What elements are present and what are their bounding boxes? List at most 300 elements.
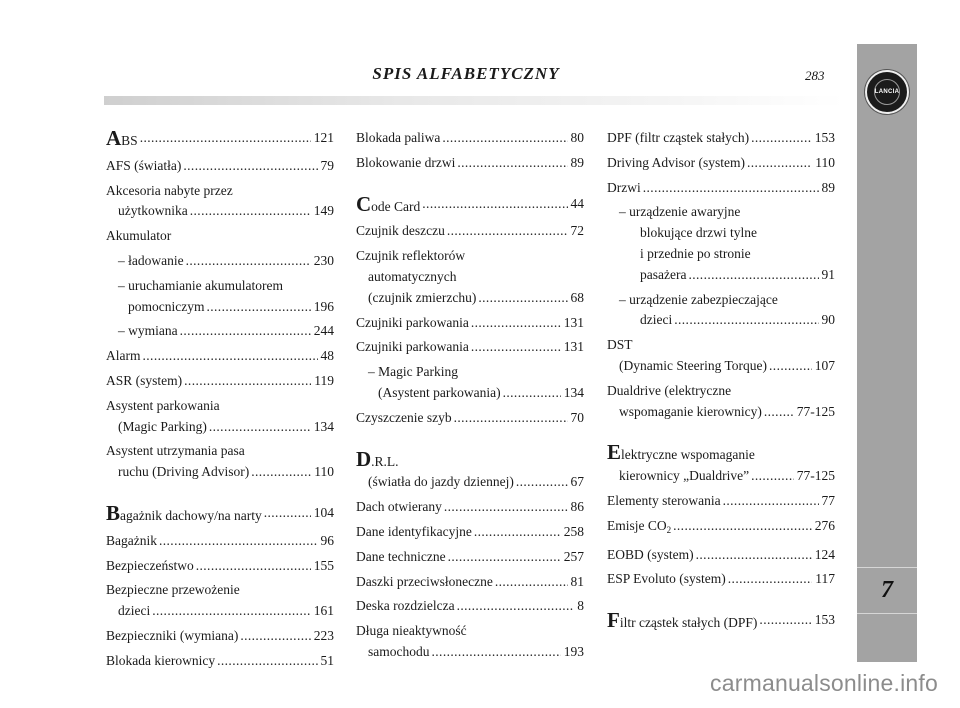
entry-text xyxy=(356,128,440,149)
entry-label: lektryczne wspomaganie xyxy=(621,447,755,463)
dot-leader xyxy=(447,221,568,242)
index-entry-line xyxy=(607,178,835,199)
entry-label: Asystent parkowania xyxy=(106,397,220,413)
index-entry-line xyxy=(106,531,334,552)
dot-leader xyxy=(751,128,812,149)
entry-page-number: 67 xyxy=(570,474,584,490)
dot-leader xyxy=(478,288,567,309)
dot-leader xyxy=(209,417,311,438)
entry-text xyxy=(356,446,399,473)
entry-page-number: 90 xyxy=(821,312,835,328)
entry-label: Alarm xyxy=(106,348,141,364)
entry-label: Akcesoria nabyte przez xyxy=(106,182,233,198)
entry-text xyxy=(118,462,249,483)
index-entry-line xyxy=(356,246,584,267)
index-entry-line xyxy=(356,313,584,334)
entry-label: Bezpieczniki (wymiana) xyxy=(106,627,239,643)
index-entry xyxy=(356,572,584,593)
dot-leader xyxy=(696,545,812,566)
entry-label: – wymiana xyxy=(118,323,178,339)
index-entry-line xyxy=(106,626,334,647)
index-entry-line xyxy=(356,153,584,174)
index-entry-line xyxy=(356,383,584,404)
index-entry-line xyxy=(607,290,835,311)
dot-leader xyxy=(454,408,568,429)
entry-label: wspomaganie kierownicy) xyxy=(619,403,762,419)
dot-leader xyxy=(728,569,812,590)
entry-text xyxy=(356,246,465,267)
entry-label: AFS (światła) xyxy=(106,157,182,173)
entry-page-number: 68 xyxy=(570,289,584,305)
entry-label: – ładowanie xyxy=(118,252,184,268)
entry-page-number: 117 xyxy=(815,571,835,587)
index-entry-line xyxy=(106,417,334,438)
entry-label: automatycznych xyxy=(368,268,457,284)
entry-label: (Magic Parking) xyxy=(118,418,207,434)
dot-leader xyxy=(240,626,310,647)
dot-leader xyxy=(471,313,561,334)
index-entry xyxy=(607,610,835,634)
index-entry-line xyxy=(607,223,835,244)
entry-label: Dane techniczne xyxy=(356,548,446,564)
index-entry-line xyxy=(356,267,584,288)
index-entry-line xyxy=(607,335,835,356)
lancia-logo-icon xyxy=(865,70,909,114)
entry-page-number: 72 xyxy=(570,223,584,239)
index-entry xyxy=(106,276,334,318)
entry-label: Dualdrive (elektryczne xyxy=(607,382,732,398)
watermark: carmanualsonline.info xyxy=(710,670,938,696)
index-entry-line xyxy=(106,462,334,483)
page-header-title: SPIS ALFABETYCZNY xyxy=(372,64,560,83)
dot-leader xyxy=(432,642,561,663)
index-entry-line xyxy=(106,601,334,622)
entry-label: dzieci xyxy=(640,312,673,328)
header-rule xyxy=(104,96,844,105)
entry-label: (Dynamic Steering Torque) xyxy=(619,357,768,373)
entry-text xyxy=(640,223,757,244)
dot-leader xyxy=(769,356,812,377)
dot-leader xyxy=(759,610,811,634)
entry-text xyxy=(607,545,694,566)
entry-label: Blokowanie drzwi xyxy=(356,154,456,170)
entry-label: Asystent utrzymania pasa xyxy=(106,443,245,459)
dot-leader xyxy=(183,156,317,177)
entry-text xyxy=(106,556,194,577)
entry-text xyxy=(368,642,430,663)
entry-label: – urządzenie zabezpieczające xyxy=(619,291,778,307)
entry-label: Bagażnik xyxy=(106,532,157,548)
index-entry xyxy=(607,290,835,332)
index-entry-line xyxy=(106,556,334,577)
section-initial: A xyxy=(106,126,122,150)
dot-leader xyxy=(180,321,311,342)
entry-label: ruchu (Driving Advisor) xyxy=(118,464,250,480)
entry-label: Czujnik reflektorów xyxy=(356,248,466,264)
entry-page-number: 70 xyxy=(570,409,584,425)
entry-text xyxy=(356,596,455,617)
entry-label: BS xyxy=(121,133,138,148)
index-entry-line xyxy=(356,497,584,518)
index-entry xyxy=(106,321,334,342)
index-entry xyxy=(356,547,584,568)
entry-label: dzieci xyxy=(118,603,151,619)
index-entry-line xyxy=(356,621,584,642)
entry-text xyxy=(368,362,458,383)
index-entry-line xyxy=(356,337,584,358)
index-entry xyxy=(106,441,334,483)
entry-page-number: 153 xyxy=(814,130,835,145)
entry-text xyxy=(356,497,442,518)
entry-text xyxy=(356,547,446,568)
entry-label: Deska rozdzielcza xyxy=(356,598,455,614)
entry-text xyxy=(607,610,757,634)
entry-text xyxy=(619,466,749,487)
entry-text xyxy=(356,522,472,543)
entry-page-number: 48 xyxy=(320,348,334,364)
chapter-sidebar xyxy=(857,44,917,662)
dot-leader xyxy=(723,491,819,512)
index-entry-line xyxy=(607,545,835,566)
entry-page-number: 81 xyxy=(570,573,584,589)
entry-label: kierownicy „Dualdrive” xyxy=(619,468,750,484)
entry-text xyxy=(607,491,721,512)
entry-text xyxy=(356,191,421,218)
index-entry-line xyxy=(106,297,334,318)
entry-page-number: 131 xyxy=(563,339,584,355)
entry-page-number: 149 xyxy=(313,203,334,219)
index-entry xyxy=(356,191,584,218)
index-entry-line xyxy=(106,396,334,417)
index-entry xyxy=(607,491,835,512)
dot-leader xyxy=(217,651,317,672)
entry-page-number: 77-125 xyxy=(796,468,835,484)
index-entry xyxy=(106,556,334,577)
entry-page-number: 258 xyxy=(563,523,584,539)
entry-text xyxy=(106,156,181,177)
entry-text xyxy=(106,371,182,392)
section-initial: B xyxy=(106,500,121,525)
entry-label: Czyszczenie szyb xyxy=(356,409,452,425)
logo-text: LANCIA xyxy=(874,88,900,95)
index-entry xyxy=(356,408,584,429)
index-entry-line xyxy=(356,446,584,473)
entry-page-number: 131 xyxy=(563,314,584,330)
entry-label: .R.L. xyxy=(371,453,399,469)
index-entry xyxy=(607,128,835,149)
entry-page-number: 89 xyxy=(570,154,584,170)
index-entry-line xyxy=(607,381,835,402)
index-entry xyxy=(607,516,835,541)
section-initial: E xyxy=(607,440,622,465)
dot-leader xyxy=(688,265,818,286)
index-entry xyxy=(607,442,835,487)
index-entry-line xyxy=(607,265,835,286)
entry-text xyxy=(118,417,207,438)
index-entry xyxy=(106,626,334,647)
entry-page-number: 276 xyxy=(814,517,835,533)
entry-text xyxy=(356,337,469,358)
entry-page-number: 86 xyxy=(570,499,584,515)
index-entry-line xyxy=(356,362,584,383)
dot-leader xyxy=(190,201,311,222)
entry-label: i przednie po stronie xyxy=(640,245,751,261)
entry-label: – urządzenie awaryjne xyxy=(619,204,741,220)
entry-page-number: 153 xyxy=(814,612,835,628)
entry-page-number: 77 xyxy=(821,492,835,508)
index-entry-line xyxy=(106,580,334,601)
index-entry-line xyxy=(106,371,334,392)
dot-leader xyxy=(674,310,818,331)
index-entry-line xyxy=(356,547,584,568)
entry-label: ode Card xyxy=(371,198,421,214)
index-entry-line xyxy=(607,610,835,634)
index-entry xyxy=(607,178,835,199)
entry-text xyxy=(118,276,283,297)
entry-page-number: 134 xyxy=(313,418,334,434)
index-entry-line xyxy=(607,356,835,377)
entry-text xyxy=(106,651,215,672)
entry-label: Długa nieaktywność xyxy=(356,623,467,639)
index-entry-line xyxy=(607,202,835,223)
entry-label: DST xyxy=(607,337,633,353)
dot-leader xyxy=(516,472,568,493)
entry-page-number: 134 xyxy=(563,384,584,400)
dot-leader xyxy=(503,383,561,404)
index-entry-line xyxy=(607,310,835,331)
section-initial: C xyxy=(356,191,372,216)
entry-label: blokujące drzwi tylne xyxy=(640,225,757,241)
index-entry-line xyxy=(607,491,835,512)
index-entry xyxy=(607,202,835,285)
index-column-3 xyxy=(607,128,835,638)
index-entry xyxy=(106,128,334,152)
index-entry xyxy=(356,621,584,663)
entry-text xyxy=(118,251,184,272)
entry-text xyxy=(619,356,767,377)
dot-leader xyxy=(184,371,311,392)
entry-label: Czujniki parkowania xyxy=(356,339,469,355)
entry-text xyxy=(356,621,467,642)
dot-leader xyxy=(457,153,567,174)
entry-label: użytkownika xyxy=(118,203,188,219)
index-entry xyxy=(607,153,835,174)
entry-text xyxy=(607,178,641,199)
index-entry xyxy=(607,381,835,423)
entry-text xyxy=(640,310,672,331)
entry-text xyxy=(356,408,452,429)
index-entry xyxy=(106,580,334,622)
entry-text xyxy=(607,335,633,356)
dot-leader xyxy=(764,402,794,423)
index-entry xyxy=(106,651,334,672)
entry-text xyxy=(607,128,749,149)
entry-label: Daszki przeciwsłoneczne xyxy=(356,573,493,589)
index-entry-line xyxy=(106,156,334,177)
entry-text xyxy=(378,383,501,404)
index-entry xyxy=(106,371,334,392)
entry-label: (czujnik zmierzchu) xyxy=(368,289,477,305)
index-entry-line xyxy=(607,402,835,423)
entry-text xyxy=(106,226,171,247)
index-entry xyxy=(356,596,584,617)
entry-text xyxy=(128,297,204,318)
index-entry-line xyxy=(607,442,835,466)
index-entry-line xyxy=(106,276,334,297)
dot-leader xyxy=(196,556,311,577)
dot-leader xyxy=(474,522,561,543)
index-entry-line xyxy=(356,221,584,242)
index-entry-line xyxy=(356,128,584,149)
entry-text xyxy=(106,626,238,647)
entry-page-number: 91 xyxy=(821,266,835,282)
entry-label: Blokada paliwa xyxy=(356,130,441,145)
entry-page-number: 96 xyxy=(320,532,334,548)
entry-label: DPF (filtr cząstek stałych) xyxy=(607,130,750,145)
index-entry-line xyxy=(356,288,584,309)
section-initial: D xyxy=(356,446,372,471)
index-entry-line xyxy=(356,522,584,543)
entry-label: Bezpieczne przewożenie xyxy=(106,582,240,598)
entry-page-number: 89 xyxy=(821,179,835,195)
index-entry-line xyxy=(106,201,334,222)
entry-text xyxy=(607,442,755,466)
subscript: 2 xyxy=(666,524,672,535)
entry-label: – Magic Parking xyxy=(368,364,458,380)
entry-page-number: 196 xyxy=(313,298,334,314)
index-entry xyxy=(106,251,334,272)
index-entry xyxy=(106,181,334,223)
entry-page-number: 51 xyxy=(320,652,334,668)
index-column-1 xyxy=(106,128,334,676)
index-entry-line xyxy=(106,346,334,367)
index-entry-line xyxy=(356,572,584,593)
dot-leader xyxy=(422,194,567,218)
index-entry-line xyxy=(607,244,835,265)
entry-text xyxy=(607,153,745,174)
entry-label: Drzwi xyxy=(607,179,641,195)
entry-text xyxy=(607,381,731,402)
index-entry xyxy=(106,500,334,527)
entry-text xyxy=(356,153,455,174)
entry-text xyxy=(118,601,150,622)
entry-label: Akumulator xyxy=(106,228,172,244)
index-entry-line xyxy=(106,181,334,202)
chapter-number: 7 xyxy=(857,567,917,614)
index-entry xyxy=(607,545,835,566)
index-entry xyxy=(106,346,334,367)
entry-text xyxy=(640,265,686,286)
entry-page-number: 193 xyxy=(563,643,584,659)
entry-label: Dach otwierany xyxy=(356,499,442,515)
dot-leader xyxy=(457,596,575,617)
index-entry xyxy=(356,446,584,494)
entry-text xyxy=(619,290,778,311)
entry-label: Blokada kierownicy xyxy=(106,652,216,668)
entry-label: (Asystent parkowania) xyxy=(378,384,501,400)
entry-page-number: 77-125 xyxy=(796,403,835,419)
entry-page-number: 121 xyxy=(313,130,334,145)
entry-label: Elementy sterowania xyxy=(607,492,721,508)
index-entry xyxy=(106,226,334,247)
dot-leader xyxy=(751,466,794,487)
index-entry xyxy=(607,335,835,377)
entry-text xyxy=(368,472,514,493)
entry-label: Dane identyfikacyjne xyxy=(356,523,472,539)
index-entry xyxy=(106,396,334,438)
entry-label: Czujnik deszczu xyxy=(356,223,445,239)
entry-text xyxy=(106,531,157,552)
entry-text xyxy=(106,346,141,367)
entry-label: Emisje CO xyxy=(607,517,667,533)
entry-label: iltr cząstek stałych (DPF) xyxy=(619,615,758,631)
index-entry-line xyxy=(106,128,334,152)
dot-leader xyxy=(643,178,819,199)
index-entry xyxy=(106,531,334,552)
page-number: 283 xyxy=(805,68,825,83)
entry-page-number: 155 xyxy=(313,557,334,573)
index-entry-line xyxy=(607,569,835,590)
entry-page-number: 161 xyxy=(313,603,334,619)
dot-leader xyxy=(140,128,311,152)
entry-page-number: 104 xyxy=(313,504,334,520)
index-entry-line xyxy=(607,466,835,487)
dot-leader xyxy=(264,503,311,527)
index-entry-line xyxy=(356,191,584,218)
entry-page-number: 107 xyxy=(814,357,835,373)
dot-leader xyxy=(448,547,561,568)
entry-page-number: 79 xyxy=(320,157,334,173)
entry-label: ESP Evoluto (system) xyxy=(607,571,726,587)
entry-text xyxy=(106,500,262,527)
dot-leader xyxy=(444,497,568,518)
dot-leader xyxy=(673,516,812,541)
entry-page-number: 44 xyxy=(570,195,584,211)
index-entry-line xyxy=(607,128,835,149)
index-entry-line xyxy=(356,596,584,617)
entry-text xyxy=(640,244,751,265)
entry-label: Czujniki parkowania xyxy=(356,314,469,330)
index-entry-line xyxy=(607,153,835,174)
entry-page-number: 230 xyxy=(313,252,334,268)
index-entry xyxy=(106,156,334,177)
entry-page-number: 80 xyxy=(570,130,584,145)
index-entry-line xyxy=(106,226,334,247)
dot-leader xyxy=(143,346,318,367)
entry-text xyxy=(118,201,188,222)
entry-text xyxy=(356,313,469,334)
dot-leader xyxy=(471,337,561,358)
index-entry-line xyxy=(356,408,584,429)
entry-label: EOBD (system) xyxy=(607,546,694,562)
entry-text xyxy=(368,267,456,288)
entry-label: Driving Advisor (system) xyxy=(607,154,745,170)
entry-text xyxy=(356,572,493,593)
brand-logo xyxy=(857,44,917,139)
entry-page-number: 244 xyxy=(313,323,334,339)
entry-label: agażnik dachowy/na narty xyxy=(120,507,262,523)
dot-leader xyxy=(495,572,568,593)
index-entry xyxy=(356,497,584,518)
index-entry xyxy=(356,221,584,242)
dot-leader xyxy=(186,251,311,272)
dot-leader xyxy=(206,297,310,318)
entry-page-number: 8 xyxy=(577,598,584,614)
index-entry xyxy=(356,246,584,308)
dot-leader xyxy=(442,128,567,149)
entry-page-number: 223 xyxy=(313,627,334,643)
entry-text xyxy=(106,580,240,601)
